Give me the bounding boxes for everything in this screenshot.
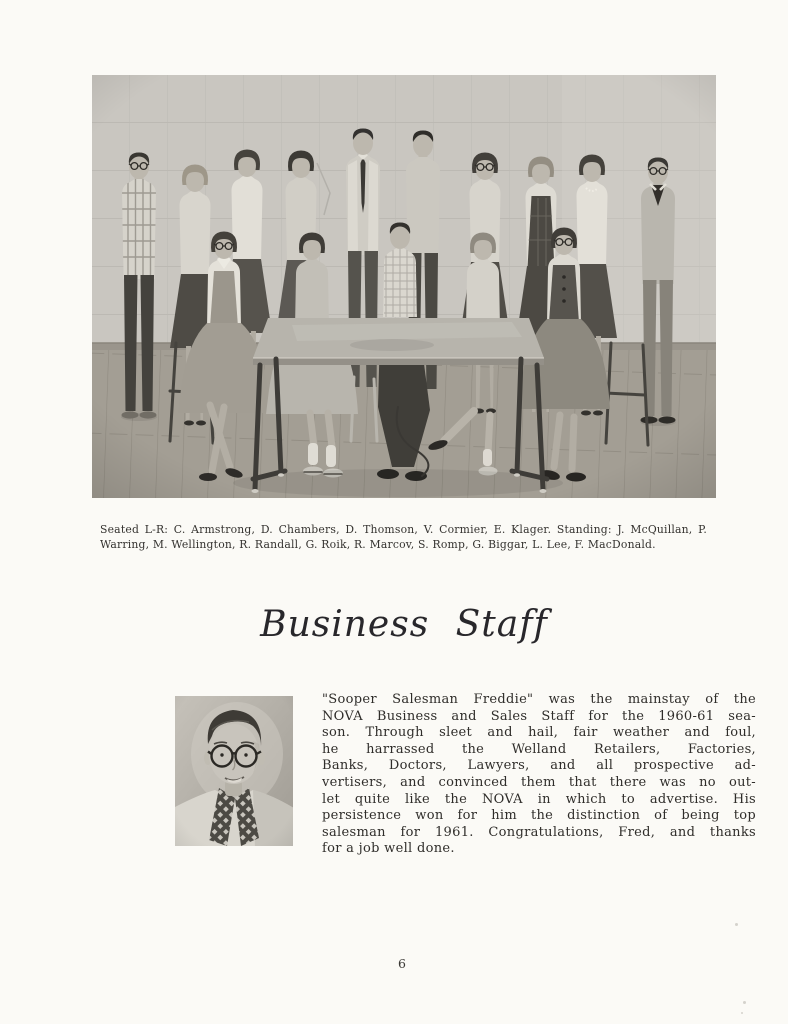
article-line: vertisers, and convinced them that there was no out-: [322, 774, 756, 790]
photo-caption-line-2: Warring, M. Wellington, R. Randall, G. Roik, R. Marcov, S. Romp, G. Biggar, L. Lee, F. MacDonald.: [100, 537, 656, 551]
article-line: for a job well done.: [322, 841, 455, 857]
article-text: [322, 692, 756, 858]
group-photo: [92, 75, 716, 498]
scan-speck: [741, 1012, 743, 1014]
scan-speck: [735, 923, 738, 926]
group-photo-illustration: [92, 75, 716, 498]
article-line: salesman for 1961. Congratulations, Fred, and thanks: [322, 824, 756, 840]
article-line: NOVA Business and Sales Staff for the 1960-61 sea-: [322, 708, 756, 724]
portrait-illustration: [175, 696, 293, 846]
section-title: Business Staff: [260, 604, 548, 645]
article-line: Banks, Doctors, Lawyers, and all prospective ad-: [322, 758, 756, 774]
article-line: let quite like the NOVA in which to advertise. His: [322, 791, 756, 807]
photo-caption: [100, 523, 707, 552]
article-line: persistence won for him the distinction of being top: [322, 808, 756, 824]
article-line: "Sooper Salesman Freddie" was the mainstay of the: [322, 692, 756, 707]
page-number: 6: [398, 956, 406, 971]
portrait-photo: [175, 696, 293, 846]
scan-speck: [743, 1001, 746, 1004]
photo-caption-line-1: Seated L-R: C. Armstrong, D. Chambers, D. Thomson, V. Cormier, E. Klager. Standing: J. McQuillan, P.: [100, 523, 707, 536]
article-line: son. Through sleet and hail, fair weather and foul,: [322, 725, 756, 741]
article-line: he harrassed the Welland Retailers, Factories,: [322, 741, 756, 757]
